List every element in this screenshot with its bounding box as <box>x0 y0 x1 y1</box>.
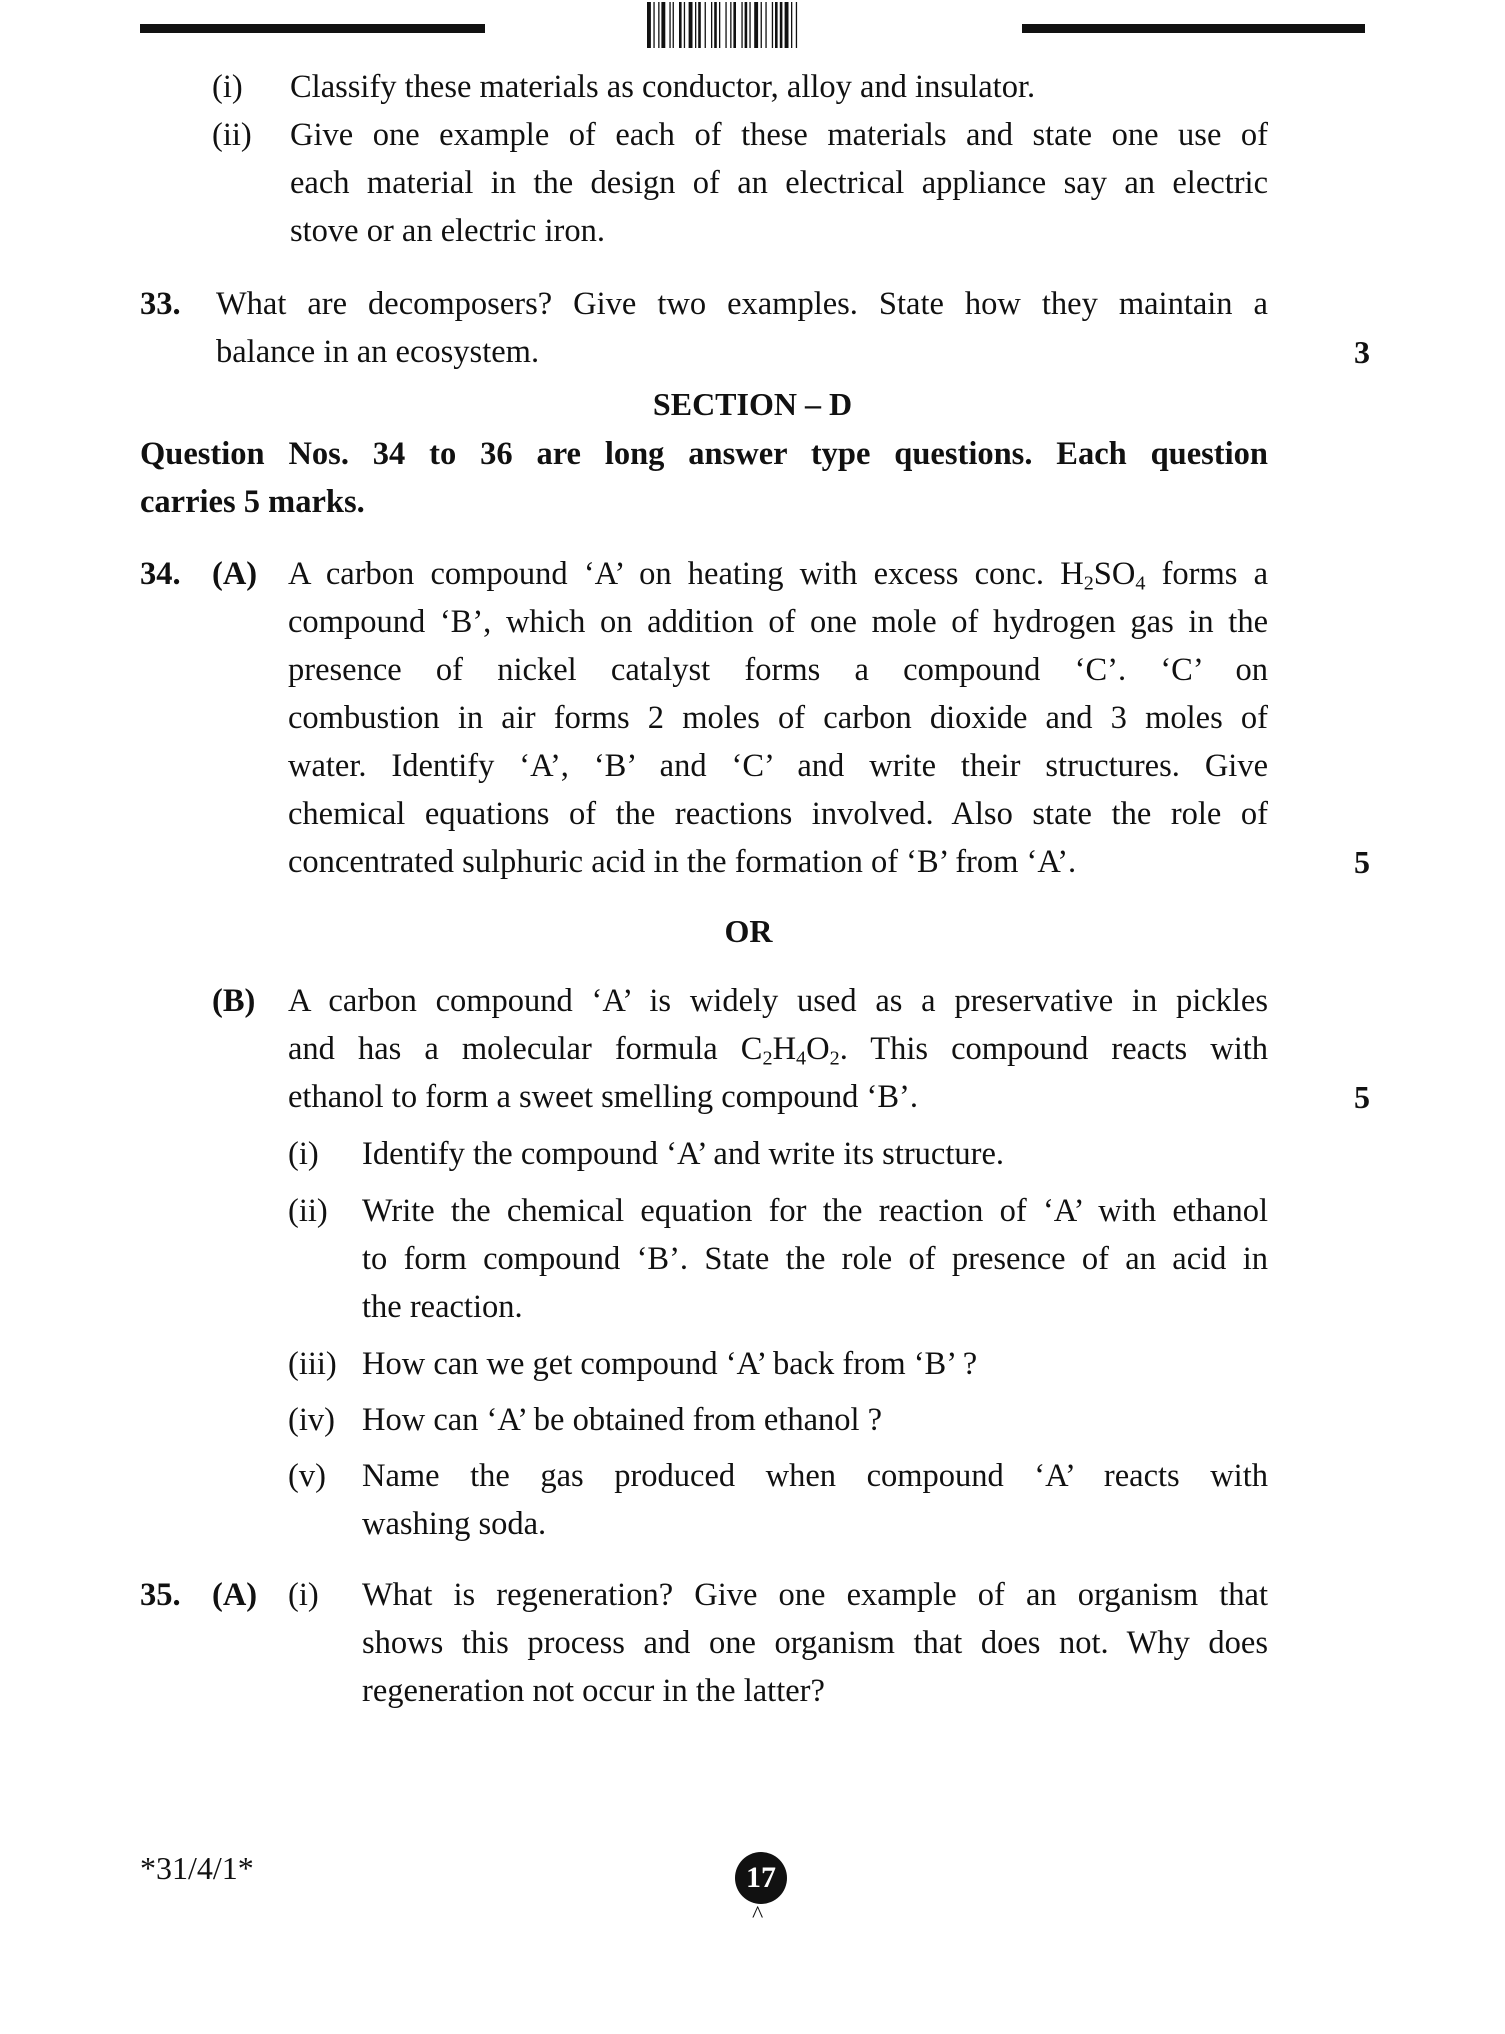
q34-b-sub-label: (ii) <box>288 1193 328 1229</box>
q35-line: shows this process and one organism that does not. Why does <box>362 1625 1268 1661</box>
q34-b-sub-label: (i) <box>288 1136 319 1172</box>
page-caret: ^ <box>752 1902 764 1928</box>
or-separator: OR <box>724 913 773 949</box>
section-heading: SECTION – D <box>652 386 853 422</box>
q32-i-label: (i) <box>212 69 243 105</box>
q34-b-line: and has a molecular formula $C_2H_4O_2$. This compound reacts with <box>288 1031 1269 1070</box>
section-instruction-line: carries 5 marks. <box>140 484 365 520</box>
q34-b-marks: 5 <box>1354 1079 1370 1115</box>
q33-number: 33. <box>140 286 181 322</box>
q32-ii-line: each material in the design of an electrical appliance say an electric <box>290 165 1268 201</box>
q32-i-text: Classify these materials as conductor, alloy and insulator. <box>290 69 1036 105</box>
q33-line: balance in an ecosystem. <box>216 334 540 370</box>
header-rule-left <box>140 24 485 33</box>
barcode <box>645 2 865 48</box>
q34-a-line: chemical equations of the reactions involved. Also state the role of <box>288 796 1268 832</box>
q32-ii-line: stove or an electric iron. <box>290 213 605 249</box>
q34-b-sub-label: (v) <box>288 1458 326 1494</box>
q34-b-sub-line: How can ‘A’ be obtained from ethanol ? <box>362 1402 883 1438</box>
q32-ii-line: Give one example of each of these materials and state one use of <box>290 117 1268 153</box>
q34-a-line: A carbon compound ‘A’ on heating with excess conc. $H_2SO_4$ forms a <box>288 556 1268 595</box>
q35-line: What is regeneration? Give one example of an organism that <box>362 1577 1268 1613</box>
q34-b-line: A carbon compound ‘A’ is widely used as a preservative in pickles <box>288 983 1268 1019</box>
q34-a-line: presence of nickel catalyst forms a compound ‘C’. ‘C’ on <box>288 652 1268 688</box>
paper-code: *31/4/1* <box>140 1850 254 1886</box>
q34-b-sub-line: washing soda. <box>362 1506 547 1542</box>
q34-b-label: (B) <box>212 983 256 1019</box>
q34-b-sub-line: Write the chemical equation for the reaction of ‘A’ with ethanol <box>362 1193 1268 1229</box>
q34-b-sub-line: Identify the compound ‘A’ and write its structure. <box>362 1136 1005 1172</box>
q35-number: 35. <box>140 1577 181 1613</box>
q34-b-sub-line: Name the gas produced when compound ‘A’ reacts with <box>362 1458 1268 1494</box>
q34-b-sub-line: How can we get compound ‘A’ back from ‘B’ ? <box>362 1346 978 1382</box>
section-instruction-line: Question Nos. 34 to 36 are long answer type questions. Each question <box>140 436 1268 472</box>
q32-ii-label: (ii) <box>212 117 252 153</box>
q34-a-line: water. Identify ‘A’, ‘B’ and ‘C’ and write their structures. Give <box>288 748 1268 784</box>
page-number-badge: 17 <box>735 1852 787 1904</box>
q35-line: regeneration not occur in the latter? <box>362 1673 825 1709</box>
q33-line: What are decomposers? Give two examples. State how they maintain a <box>216 286 1268 322</box>
q33-marks: 3 <box>1354 334 1370 370</box>
q34-a-line: compound ‘B’, which on addition of one mole of hydrogen gas in the <box>288 604 1268 640</box>
q34-number: 34. <box>140 556 181 592</box>
q35-i-label: (i) <box>288 1577 319 1613</box>
header-rule-right <box>1022 24 1365 33</box>
q34-a-label: (A) <box>212 556 258 592</box>
q34-a-line: concentrated sulphuric acid in the formation of ‘B’ from ‘A’. <box>288 844 1077 880</box>
q34-a-line: combustion in air forms 2 moles of carbon dioxide and 3 moles of <box>288 700 1268 736</box>
q34-b-sub-label: (iii) <box>288 1346 337 1382</box>
q34-b-sub-line: the reaction. <box>362 1289 523 1325</box>
q34-b-line: ethanol to form a sweet smelling compound ‘B’. <box>288 1079 919 1115</box>
q34-b-sub-line: to form compound ‘B’. State the role of presence of an acid in <box>362 1241 1268 1277</box>
q35-a-label: (A) <box>212 1577 258 1613</box>
q34-a-marks: 5 <box>1354 844 1370 880</box>
q34-b-sub-label: (iv) <box>288 1402 335 1438</box>
